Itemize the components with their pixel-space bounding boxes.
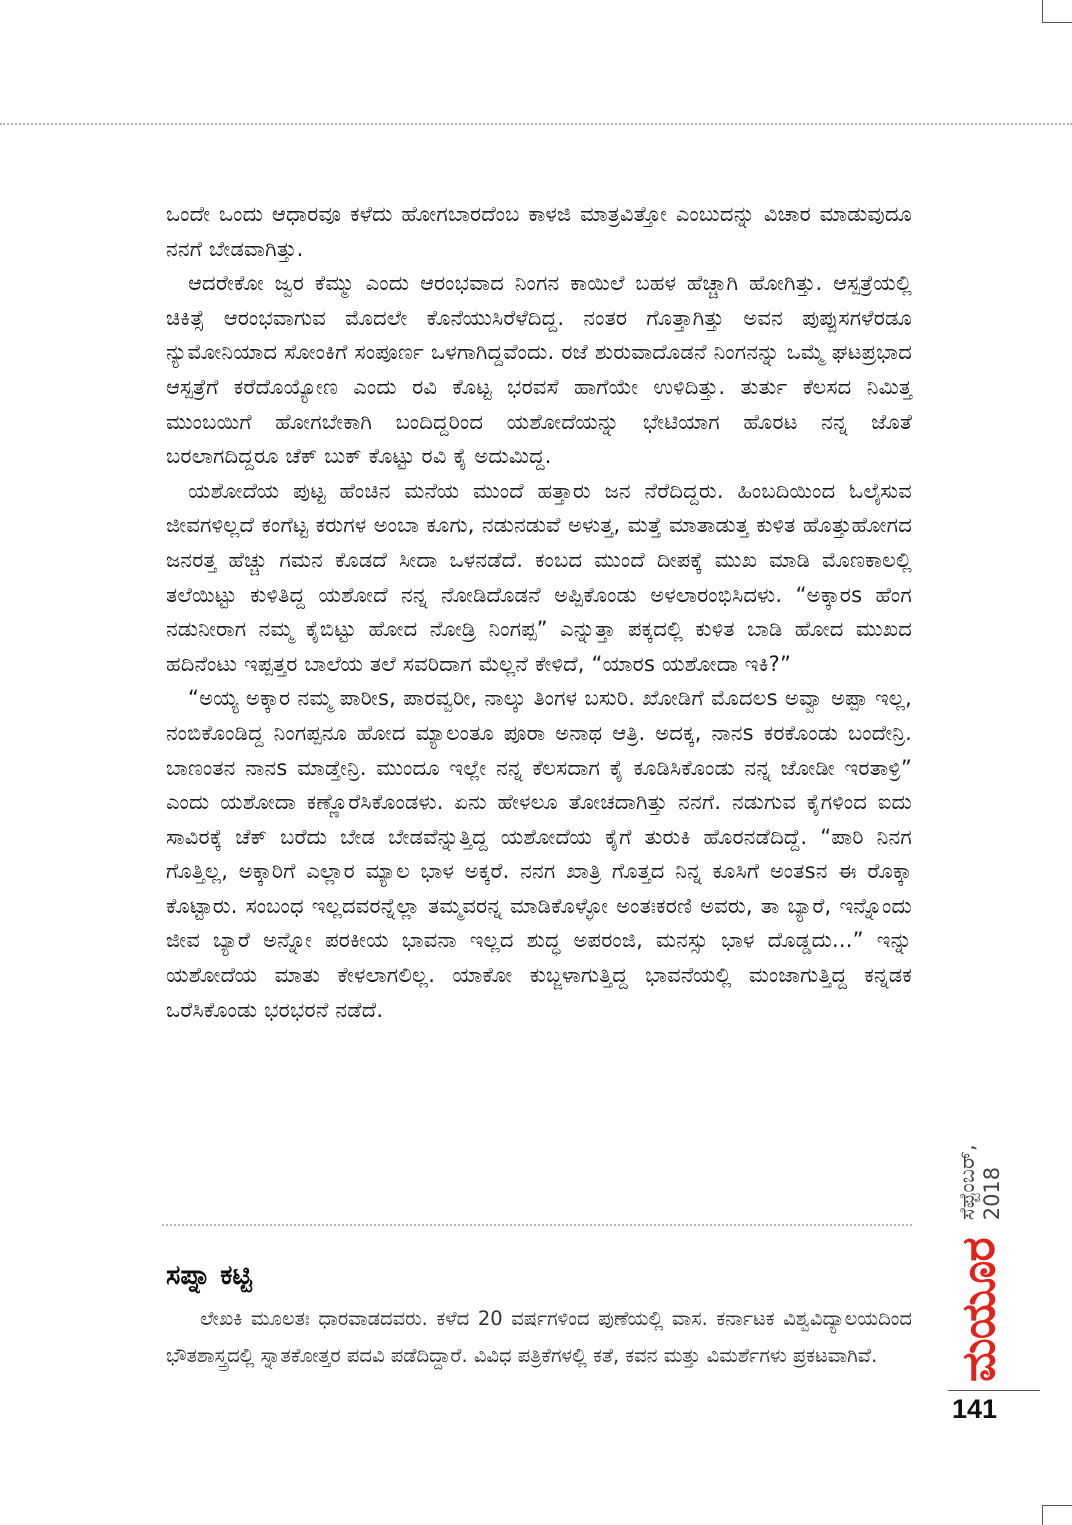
crop-mark-top-vertical [1042, 0, 1043, 22]
author-bio [166, 1256, 912, 1374]
author-bio-text: ಲೇಖಕಿ ಮೂಲತಃ ಧಾರವಾಡದವರು. ಕಳೆದ 20 ವರ್ಷಗಳಿಂದ ಪುಣೆಯಲ್ಲಿ ವಾಸ. ಕರ್ನಾಟಕ ವಿಶ್ವವಿದ್ಯಾಲಯದಿಂದ ಭೌತಶಾಸ್ತ್ರದಲ್ಲಿ ಸ್ನಾತಕೋತ್ತರ ಪದವಿ ಪಡೆದಿದ್ದಾರೆ. ವಿವಿಧ ಪತ್ರಿಕೆಗಳಲ್ಲಿ ಕತೆ, ಕವನ ಮತ್ತು ವಿಮರ್ಶೆಗಳು ಪ್ರಕಟವಾಗಿವೆ. [166, 1307, 912, 1367]
issue-date: ಸೆಪ್ಟೆಂಬರ್, 2018 [954, 1144, 1004, 1221]
top-dotted-rule [0, 123, 1072, 125]
paragraph: “ಅಯ್ಯ ಅಕ್ಕಾರ ನಮ್ಮ ಪಾರೀs, ಪಾರವ್ವರೀ, ನಾಲ್ಕು ತಿಂಗಳ ಬಸುರಿ. ಖೋಡಿಗೆ ಮೊದಲs ಅವ್ವಾ ಅಪ್ಪಾ ಇಲ್ಲ, ನಂಬಿಕೊಂಡಿದ್ದ ನಿಂಗಪ್ಪನೂ ಹೋದ ಮ್ಯಾಲಂತೂ ಪೂರಾ ಅನಾಥ ಆತ್ರಿ. ಅದಕ್ಕ, ನಾನs ಕರಕೊಂಡು ಬಂದೇನ್ರಿ. ಬಾಣಂತನ ನಾನs ಮಾಡ್ತೇನ್ರಿ. ಮುಂದೂ ಇಲ್ಲೇ ನನ್ನ ಕೆಲಸದಾಗ ಕೈ ಕೂಡಿಸಿಕೊಂಡು ನನ್ನ ಜೋಡೀ ಇರತಾಳ್ರಿ” ಎಂದು ಯಶೋದಾ ಕಣ್ಣೊರೆಸಿಕೊಂಡಳು. ಏನು ಹೇಳಲೂ ತೋಚದಾಗಿತ್ತು ನನಗೆ. ನಡುಗುವ ಕೈಗಳಿಂದ ಐದು ಸಾವಿರಕ್ಕೆ ಚೆಕ್ ಬರೆದು ಬೇಡ ಬೇಡವೆನ್ನುತ್ತಿದ್ದ ಯಶೋದೆಯ ಕೈಗೆ ತುರುಕಿ ಹೊರನಡೆದಿದ್ದೆ. “ಪಾರಿ ನಿನಗ ಗೊತ್ತಿಲ್ಲ, ಅಕ್ಕಾರಿಗೆ ಎಲ್ಲಾರ ಮ್ಯಾಲ ಭಾಳ ಅಕ್ಕರೆ. ನನಗ ಖಾತ್ರಿ ಗೊತ್ತದ ನಿನ್ನ ಕೂಸಿಗೆ ಅಂತsನ ಈ ರೊಕ್ಕಾ ಕೊಟ್ಟಾರು. ಸಂಬಂಧ ಇಲ್ಲದವರನ್ನೆಲ್ಲಾ ತಮ್ಮವರನ್ನ ಮಾಡಿಕೊಳ್ಳೋ ಅಂತಃಕರಣಿ ಅವರು, ತಾ ಬ್ಯಾರೆ, ಇನ್ನೊಂದು ಜೀವ ಬ್ಯಾರೆ ಅನ್ನೋ ಪರಕೀಯ ಭಾವನಾ ಇಲ್ಲದ ಶುದ್ಧ ಅಪರಂಜಿ, ಮನಸ್ಸು ಭಾಳ ದೊಡ್ಡದು...” ಇನ್ನು ಯಶೋದೆಯ ಮಾತು ಕೇಳಲಾಗಲಿಲ್ಲ. ಯಾಕೋ ಕುಬ್ಜಳಾಗುತ್ತಿದ್ದ ಭಾವನೆಯಲ್ಲಿ ಮಂಜಾಗುತ್ತಿದ್ದ ಕನ್ನಡಕ ಒರೆಸಿಕೊಂಡು ಭರಭರನೆ ನಡೆದೆ. [166, 686, 912, 1022]
running-footer [936, 1102, 1022, 1382]
author-name: ಸಪ್ನಾ ಕಟ್ಟಿ [166, 1260, 252, 1291]
crop-mark-top-horizontal [1042, 22, 1072, 23]
magazine-name: ಮಯೂರ [951, 1238, 1005, 1382]
section-dotted-rule [162, 1224, 912, 1226]
paragraph: ಯಶೋದೆಯ ಪುಟ್ಟ ಹೆಂಚಿನ ಮನೆಯ ಮುಂದೆ ಹತ್ತಾರು ಜನ ನೆರೆದಿದ್ದರು. ಹಿಂಬದಿಯಿಂದ ಓಲೈಸುವ ಜೀವಗಳಿಲ್ಲದೆ ಕಂಗೆಟ್ಟ ಕರುಗಳ ಅಂಬಾ ಕೂಗು, ನಡುನಡುವೆ ಅಳುತ್ತ, ಮತ್ತೆ ಮಾತಾಡುತ್ತ ಕುಳಿತ ಹೊತ್ತುಹೋಗದ ಜನರತ್ತ ಹೆಚ್ಚು ಗಮನ ಕೊಡದೆ ಸೀದಾ ಒಳನಡೆದೆ. ಕಂಬದ ಮುಂದೆ ದೀಪಕ್ಕೆ ಮುಖ ಮಾಡಿ ಮೊಣಕಾಲಲ್ಲಿ ತಲೆಯಿಟ್ಟು ಕುಳಿತಿದ್ದ ಯಶೋದೆ ನನ್ನ ನೋಡಿದೊಡನೆ ಅಪ್ಪಿಕೊಂಡು ಅಳಲಾರಂಭಿಸಿದಳು. “ಅಕ್ಕಾರs ಹೆಂಗ ನಡುನೀರಾಗ ನಮ್ಮ ಕೈಬಿಟ್ಟು ಹೋದ ನೋಡ್ರಿ ನಿಂಗಪ್ಪ” ಎನ್ನುತ್ತಾ ಪಕ್ಕದಲ್ಲಿ ಕುಳಿತ ಬಾಡಿ ಹೋದ ಮುಖದ ಹದಿನೆಂಟು ಇಪ್ಪತ್ತರ ಬಾಲೆಯ ತಲೆ ಸವರಿದಾಗ ಮೆಲ್ಲನೆ ಕೇಳಿದೆ, “ಯಾರs ಯಶೋದಾ ಇಕಿ?” [166, 478, 912, 676]
paragraph: ಒಂದೇ ಒಂದು ಆಧಾರವೂ ಕಳೆದು ಹೋಗಬಾರದೆಂಬ ಕಾಳಜಿ ಮಾತ್ರವಿತ್ತೋ ಎಂಬುದನ್ನು ವಿಚಾರ ಮಾಡುವುದೂ ನನಗೆ ಬೇಡವಾಗಿತ್ತು. [166, 202, 912, 261]
page-number-rule [948, 1390, 1040, 1391]
crop-mark-bottom-vertical [1042, 1505, 1043, 1525]
article-body [166, 197, 912, 1027]
page-number: 141 [952, 1394, 998, 1424]
paragraph: ಆದರೇಕೋ ಜ್ವರ ಕೆಮ್ಮು ಎಂದು ಆರಂಭವಾದ ನಿಂಗನ ಕಾಯಿಲೆ ಬಹಳ ಹೆಚ್ಚಾಗಿ ಹೋಗಿತ್ತು. ಆಸ್ಪತ್ರೆಯಲ್ಲಿ ಚಿಕಿತ್ಸೆ ಆರಂಭವಾಗುವ ಮೊದಲೇ ಕೊನೆಯುಸಿರೆಳೆದಿದ್ದ. ನಂತರ ಗೊತ್ತಾಗಿತ್ತು ಅವನ ಪುಪ್ಪುಸಗಳೆರಡೂ ನ್ಯುಮೋನಿಯಾದ ಸೋಂಕಿಗೆ ಸಂಪೂರ್ಣ ಒಳಗಾಗಿದ್ದವೆಂದು. ರಜೆ ಶುರುವಾದೊಡನೆ ನಿಂಗನನ್ನು ಒಮ್ಮೆ ಘಟಪ್ರಭಾದ ಆಸ್ಪತ್ರೆಗೆ ಕರೆದೊಯ್ಯೋಣ ಎಂದು ರವಿ ಕೊಟ್ಟ ಭರವಸೆ ಹಾಗೆಯೇ ಉಳಿದಿತ್ತು. ತುರ್ತು ಕೆಲಸದ ನಿಮಿತ್ತ ಮುಂಬಯಿಗೆ ಹೋಗಬೇಕಾಗಿ ಬಂದಿದ್ದರಿಂದ ಯಶೋದೆಯನ್ನು ಭೇಟಿಯಾಗ ಹೊರಟ ನನ್ನ ಜೊತೆ ಬರಲಾಗದಿದ್ದರೂ ಚೆಕ್ ಬುಕ್ ಕೊಟ್ಟು ರವಿ ಕೈ ಅದುಮಿದ್ದ. [166, 271, 912, 469]
crop-mark-bottom-horizontal [1042, 1505, 1072, 1506]
